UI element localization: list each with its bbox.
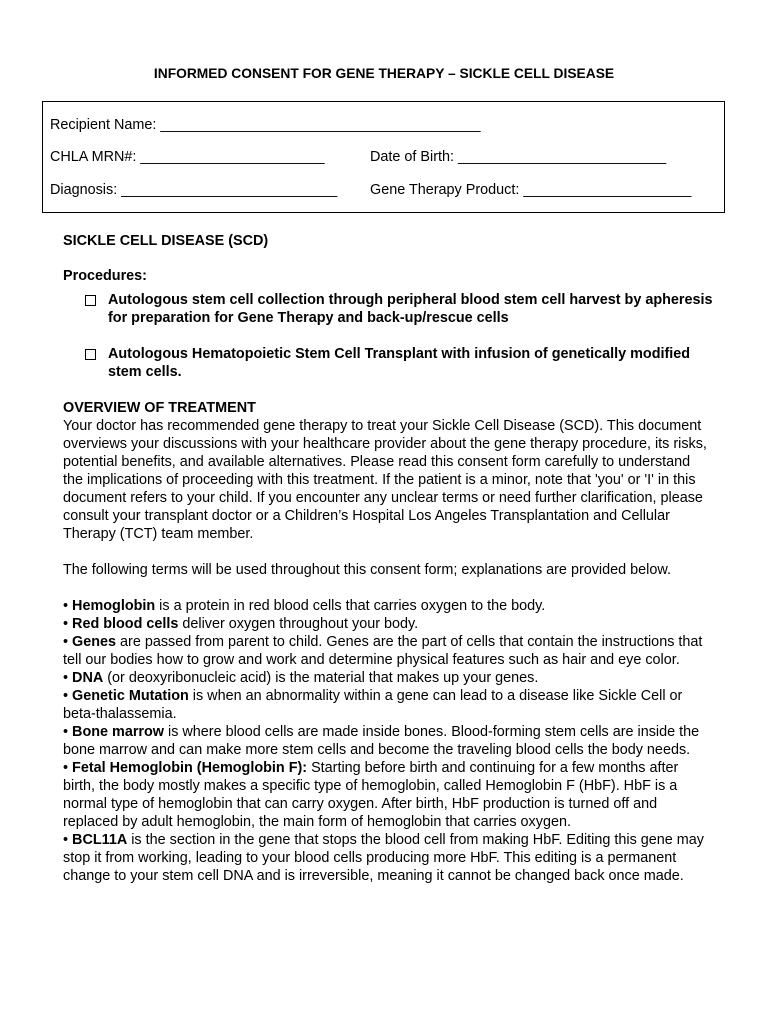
procedures-heading: Procedures:	[63, 268, 147, 284]
term-name: Red blood cells	[72, 616, 179, 632]
bullet-icon: •	[63, 634, 69, 650]
gene-therapy-product-field[interactable]	[370, 182, 691, 198]
recipient-name-label: Recipient Name:	[50, 117, 157, 133]
date-of-birth-line[interactable]: __________________________	[457, 149, 667, 165]
term-definition: is where blood cells are made inside bones. Blood-forming stem cells are inside the bone marrow and can make more stem cells and become the traveling blood cells the body needs.	[63, 724, 700, 758]
procedure-text: Autologous stem cell collection through peripheral blood stem cell harvest by apheresis for preparation for Gene Therapy and back-up/rescue cells	[108, 292, 713, 326]
procedure-item	[85, 345, 713, 381]
term-definition: Starting before birth and continuing for a few months after birth, the body mostly makes a specific type of hemoglobin, called Hemoglobin F (HbF). HbF is a normal type of hemoglobin that can carry oxygen. After birth, HbF production is turned off and replaced by adult hemoglobin, the main form of hemoglobin that carries oxygen.	[63, 760, 679, 830]
diagnosis-label: Diagnosis:	[50, 182, 118, 198]
mrn-label: CHLA MRN#:	[50, 149, 137, 165]
gene-therapy-product-line[interactable]: _____________________	[523, 182, 692, 198]
term-name: DNA	[72, 670, 104, 686]
bullet-icon: •	[63, 616, 69, 632]
term-item	[63, 759, 713, 831]
mrn-line[interactable]: _______________________	[140, 149, 325, 165]
term-name: Genetic Mutation	[72, 688, 189, 704]
term-item	[63, 687, 713, 723]
date-of-birth-field[interactable]	[370, 149, 666, 165]
mrn-field[interactable]	[50, 149, 324, 165]
term-definition: are passed from parent to child. Genes are the part of cells that contain the instructions that tell our bodies how to grow and work and determine physical features such as hair and eye color.	[63, 634, 703, 668]
terms-list	[63, 597, 713, 885]
term-definition: is the section in the gene that stops the blood cell from making HbF. Editing this gene may stop it from working, leading to your blood cells producing more HbF. This editing is a permanent change to your stem cell DNA and is irreversible, meaning it cannot be changed back once made.	[63, 832, 704, 884]
term-item	[63, 633, 713, 669]
date-of-birth-label: Date of Birth:	[370, 149, 454, 165]
term-name: Bone marrow	[72, 724, 165, 740]
term-definition: is a protein in red blood cells that carries oxygen to the body.	[155, 598, 546, 614]
term-item	[63, 831, 713, 885]
recipient-name-line[interactable]: ________________________________________	[160, 117, 481, 133]
term-definition: is when an abnormality within a gene can lead to a disease like Sickle Cell or beta-thalassemia.	[63, 688, 683, 722]
checkbox-icon[interactable]	[85, 349, 96, 360]
term-name: BCL11A	[72, 832, 128, 848]
consent-body	[63, 232, 713, 885]
term-item	[63, 669, 713, 687]
bullet-icon: •	[63, 760, 69, 776]
overview-paragraph: Your doctor has recommended gene therapy to treat your Sickle Cell Disease (SCD). This document overviews your discussions with your healthcare provider about the gene therapy procedure, its risks, potential benefits, and available alternatives. Please read this consent form carefully to understand the implications of proceeding with this treatment. If the patient is a minor, note that 'you' or 'I' in this document refers to your child. If you encounter any unclear terms or need further clarification, please consult your transplant doctor or a Children’s Hospital Los Angeles Transplantation and Cellular Therapy (TCT) team member.	[63, 418, 707, 542]
overview-heading: OVERVIEW OF TREATMENT	[63, 400, 256, 416]
diagnosis-line[interactable]: ___________________________	[121, 182, 338, 198]
document-title: INFORMED CONSENT FOR GENE THERAPY – SICKLE CELL DISEASE	[153, 66, 615, 81]
bullet-icon: •	[63, 670, 69, 686]
term-definition: (or deoxyribonucleic acid) is the material that makes up your genes.	[103, 670, 539, 686]
bullet-icon: •	[63, 688, 69, 704]
bullet-icon: •	[63, 724, 69, 740]
diagnosis-field[interactable]	[50, 182, 337, 198]
term-definition: deliver oxygen throughout your body.	[178, 616, 419, 632]
procedure-text: Autologous Hematopoietic Stem Cell Transplant with infusion of genetically modified stem cells.	[108, 346, 691, 380]
term-name: Genes	[72, 634, 117, 650]
gene-therapy-product-label: Gene Therapy Product:	[370, 182, 520, 198]
term-name: Fetal Hemoglobin (Hemoglobin F):	[72, 760, 308, 776]
patient-info-box	[42, 101, 725, 213]
recipient-name-field[interactable]	[50, 117, 481, 133]
checkbox-icon[interactable]	[85, 295, 96, 306]
procedure-item	[85, 291, 713, 327]
term-item	[63, 597, 713, 615]
section-heading: SICKLE CELL DISEASE (SCD)	[63, 233, 269, 249]
bullet-icon: •	[63, 832, 69, 848]
term-item	[63, 615, 713, 633]
term-item	[63, 723, 713, 759]
term-name: Hemoglobin	[72, 598, 156, 614]
terms-intro: The following terms will be used throughout this consent form; explanations are provided below.	[63, 562, 671, 578]
bullet-icon: •	[63, 598, 69, 614]
